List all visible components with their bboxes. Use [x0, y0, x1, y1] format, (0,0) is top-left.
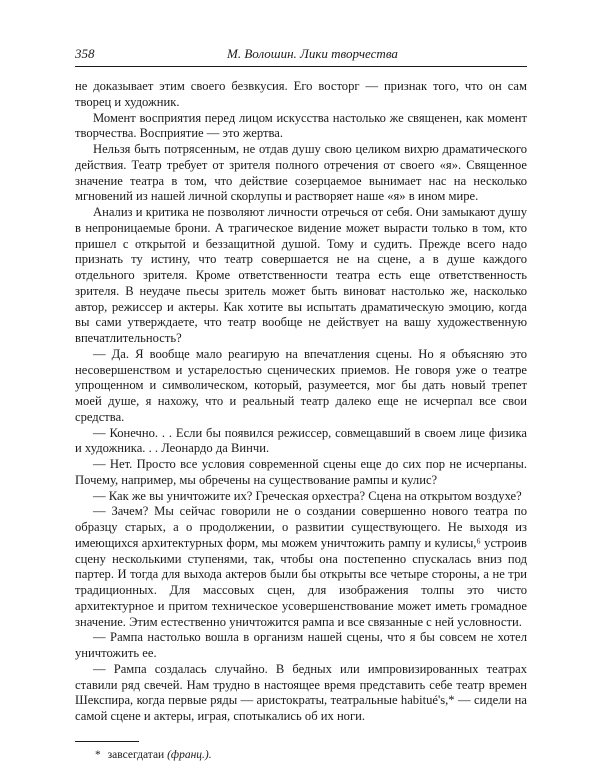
footnote-divider: [75, 741, 139, 742]
paragraph: — Как же вы уничтожите их? Греческая орхестра? Сцена на открытом воздухе?: [93, 488, 522, 503]
paragraph: — Рампа создалась случайно. В бедных или импровизированных театрах ставили ряд свечей. Нам трудно в настоящее время представить себе театр времен Шекспира, когда первые ряды — аристократы, театральные habitué's,* — сидели на самой сцене и актеры, играя, спотыкались об их ноги.: [75, 661, 527, 723]
footnote-language-note: (франц.).: [167, 748, 212, 761]
footnote-text: завсегдатаи: [107, 748, 165, 761]
paragraph: — Да. Я вообще мало реагирую на впечатления сцены. Но я объясняю это несовершенством и устарелостью сценических приемов. Не говоря уже о театре упрощенном и символическом, который, разумеется, мог бы дать новый трепет моей душе, я нахожу, что и реальный театр далеко еще не исчерпал все свои средства.: [75, 346, 527, 424]
paragraph: не доказывает этим своего безвкусия. Его восторг — признак того, что он сам творец и художник.: [75, 79, 527, 109]
paragraph: — Рампа настолько вошла в организм нашей сцены, что я бы совсем не хотел уничтожить ее.: [75, 630, 527, 660]
book-page: [75, 44, 527, 762]
paragraph: Анализ и критика не позволяют личности отречься от себя. Они замыкают душу в непроницаемые брони. А трагическое видение может вырасти только в том, кто пришел с открытой и беззащитной душой. Тому и судить. Прежде всего надо признать ту истину, что театр совершается не на сцене, а в душе каждого отдельного зрителя. Кроме ответственности театра есть еще ответственность зрителя. В неудаче пьесы зритель может быть виноват настолько же, насколько автор, режиссер и актеры. Как хотите вы испытать драматическую эмоцию, когда вы сами утверждаете, что театр вообще не действует на вашу художественную впечатлительность?: [75, 205, 527, 345]
paragraph: Нельзя быть потрясенным, не отдав душу свою целиком вихрю драматического действия. Театр требует от зрителя полного отречения от своего «я». Священное значение театра в том, что действие созерцаемое вынимает нас на несколько мгновений из нашей личной скорлупы и растворяет наше «я» в ином мире.: [75, 142, 527, 204]
paragraph: Момент восприятия перед лицом искусства настолько же священен, как момент творчества. Восприятие — это жертва.: [75, 110, 527, 141]
running-title: М. Волошин. Лики творчества: [227, 46, 398, 61]
paragraph: — Конечно. . . Если бы появился режиссер, совмещавший в своем лице физика и художника. . . Леонардо да Винчи.: [75, 425, 527, 456]
footnote: [75, 748, 527, 762]
paragraph: — Нет. Просто все условия современной сцены еще до сих пор не исчерпаны. Почему, например, мы обречены на существование рампы и кулис?: [75, 457, 527, 487]
footnote-mark: *: [95, 748, 101, 761]
page-header: [75, 44, 527, 67]
body-text: [75, 79, 527, 725]
paragraph: — Зачем? Мы сейчас говорили не о создании совершенно нового театра по образцу старых, а о продолжении, о развитии существующего. Не выходя из имеющихся архитектурных форм, мы можем уничтожить рампу и кулисы,⁶ устроив сцену несколькими ступенями, так, чтобы она постепенно спускалась вниз под партер. И тогда для выхода актеров были бы открыты все четыре стороны, а не три традиционных. Для массовых сцен, для изображения толпы это чисто архитектурное и притом техническое усовершенствование может иметь громадное значение. Этим естественно уничтожится рампа и все связанные с ней условности.: [75, 504, 527, 629]
page-number: 358: [75, 46, 95, 61]
